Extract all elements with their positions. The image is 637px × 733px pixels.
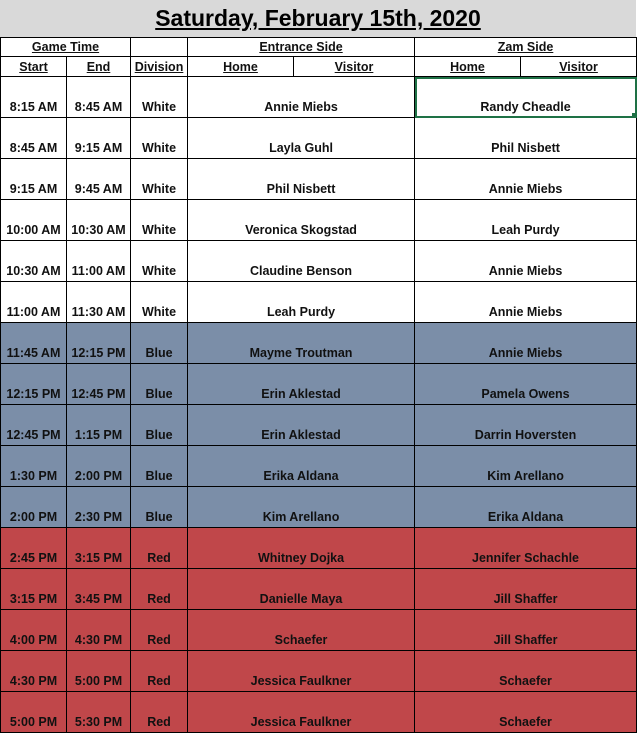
zam-side-cell[interactable]: Jill Shaffer	[415, 569, 637, 610]
header-start[interactable]: Start	[1, 57, 67, 77]
entrance-side-cell[interactable]: Jessica Faulkner	[188, 651, 415, 692]
start-cell[interactable]: 11:45 AM	[1, 323, 67, 364]
end-cell[interactable]: 2:00 PM	[67, 446, 131, 487]
division-cell[interactable]: Red	[131, 610, 188, 651]
zam-side-cell[interactable]: Annie Miebs	[415, 282, 637, 323]
end-cell[interactable]: 12:45 PM	[67, 364, 131, 405]
zam-side-cell[interactable]: Annie Miebs	[415, 323, 637, 364]
start-cell[interactable]: 9:15 AM	[1, 159, 67, 200]
division-cell[interactable]: Red	[131, 692, 188, 733]
entrance-side-cell[interactable]: Claudine Benson	[188, 241, 415, 282]
end-cell[interactable]: 5:00 PM	[67, 651, 131, 692]
zam-side-cell[interactable]: Schaefer	[415, 651, 637, 692]
header-entrance-home[interactable]: Home	[188, 57, 294, 77]
table-row	[1, 118, 637, 159]
zam-side-cell[interactable]: Kim Arellano	[415, 446, 637, 487]
division-cell[interactable]: Blue	[131, 364, 188, 405]
header-blank[interactable]	[131, 38, 188, 57]
entrance-side-cell[interactable]: Erin Aklestad	[188, 364, 415, 405]
end-cell[interactable]: 3:15 PM	[67, 528, 131, 569]
start-cell[interactable]: 12:45 PM	[1, 405, 67, 446]
end-cell[interactable]: 3:45 PM	[67, 569, 131, 610]
division-cell[interactable]: Red	[131, 569, 188, 610]
start-cell[interactable]: 1:30 PM	[1, 446, 67, 487]
zam-side-cell[interactable]: Jennifer Schachle	[415, 528, 637, 569]
table-row	[1, 528, 637, 569]
start-cell[interactable]: 3:15 PM	[1, 569, 67, 610]
start-cell[interactable]: 4:30 PM	[1, 651, 67, 692]
zam-side-cell[interactable]: Leah Purdy	[415, 200, 637, 241]
division-cell[interactable]: Blue	[131, 405, 188, 446]
division-cell[interactable]: White	[131, 282, 188, 323]
header-entrance-side[interactable]: Entrance Side	[188, 38, 415, 57]
division-cell[interactable]: Blue	[131, 487, 188, 528]
table-row	[1, 77, 637, 118]
division-cell[interactable]: White	[131, 77, 188, 118]
start-cell[interactable]: 11:00 AM	[1, 282, 67, 323]
header-game-time[interactable]: Game Time	[1, 38, 131, 57]
division-cell[interactable]: Blue	[131, 446, 188, 487]
schedule-rows	[1, 77, 637, 733]
zam-side-cell[interactable]: Annie Miebs	[415, 241, 637, 282]
entrance-side-cell[interactable]: Mayme Troutman	[188, 323, 415, 364]
table-row	[1, 487, 637, 528]
table-row	[1, 159, 637, 200]
header-zam-home[interactable]: Home	[415, 57, 521, 77]
entrance-side-cell[interactable]: Annie Miebs	[188, 77, 415, 118]
table-row	[1, 405, 637, 446]
zam-side-cell[interactable]: Pamela Owens	[415, 364, 637, 405]
table-row	[1, 323, 637, 364]
end-cell[interactable]: 11:30 AM	[67, 282, 131, 323]
end-cell[interactable]: 10:30 AM	[67, 200, 131, 241]
table-row	[1, 651, 637, 692]
table-row	[1, 569, 637, 610]
end-cell[interactable]: 5:30 PM	[67, 692, 131, 733]
table-row	[1, 364, 637, 405]
end-cell[interactable]: 8:45 AM	[67, 77, 131, 118]
entrance-side-cell[interactable]: Erin Aklestad	[188, 405, 415, 446]
entrance-side-cell[interactable]: Leah Purdy	[188, 282, 415, 323]
entrance-side-cell[interactable]: Schaefer	[188, 610, 415, 651]
division-cell[interactable]: Red	[131, 528, 188, 569]
entrance-side-cell[interactable]: Whitney Dojka	[188, 528, 415, 569]
start-cell[interactable]: 12:15 PM	[1, 364, 67, 405]
division-cell[interactable]: Red	[131, 651, 188, 692]
entrance-side-cell[interactable]: Jessica Faulkner	[188, 692, 415, 733]
table-row	[1, 282, 637, 323]
start-cell[interactable]: 10:00 AM	[1, 200, 67, 241]
header-entrance-visitor[interactable]: Visitor	[294, 57, 415, 77]
division-cell[interactable]: White	[131, 200, 188, 241]
start-cell[interactable]: 8:15 AM	[1, 77, 67, 118]
table-row	[1, 610, 637, 651]
zam-side-cell[interactable]: Annie Miebs	[415, 159, 637, 200]
end-cell[interactable]: 12:15 PM	[67, 323, 131, 364]
entrance-side-cell[interactable]: Layla Guhl	[188, 118, 415, 159]
zam-side-cell[interactable]: Phil Nisbett	[415, 118, 637, 159]
entrance-side-cell[interactable]: Veronica Skogstad	[188, 200, 415, 241]
start-cell[interactable]: 4:00 PM	[1, 610, 67, 651]
zam-side-cell[interactable]: Schaefer	[415, 692, 637, 733]
entrance-side-cell[interactable]: Phil Nisbett	[188, 159, 415, 200]
entrance-side-cell[interactable]: Kim Arellano	[188, 487, 415, 528]
zam-side-cell[interactable]: Jill Shaffer	[415, 610, 637, 651]
start-cell[interactable]: 2:45 PM	[1, 528, 67, 569]
division-cell[interactable]: White	[131, 118, 188, 159]
end-cell[interactable]: 4:30 PM	[67, 610, 131, 651]
start-cell[interactable]: 2:00 PM	[1, 487, 67, 528]
entrance-side-cell[interactable]: Danielle Maya	[188, 569, 415, 610]
end-cell[interactable]: 2:30 PM	[67, 487, 131, 528]
zam-side-cell[interactable]: Darrin Hoversten	[415, 405, 637, 446]
table-row	[1, 200, 637, 241]
page-title[interactable]: Saturday, February 15th, 2020	[0, 0, 636, 38]
zam-side-cell[interactable]: Erika Aldana	[415, 487, 637, 528]
entrance-side-cell[interactable]: Erika Aldana	[188, 446, 415, 487]
header-zam-side[interactable]: Zam Side	[415, 38, 637, 57]
header-division[interactable]: Division	[131, 57, 188, 77]
end-cell[interactable]: 9:15 AM	[67, 118, 131, 159]
start-cell[interactable]: 8:45 AM	[1, 118, 67, 159]
table-row	[1, 446, 637, 487]
start-cell[interactable]: 5:00 PM	[1, 692, 67, 733]
end-cell[interactable]: 11:00 AM	[67, 241, 131, 282]
end-cell[interactable]: 1:15 PM	[67, 405, 131, 446]
schedule-table	[0, 37, 637, 733]
zam-side-cell[interactable]: Randy Cheadle	[415, 77, 637, 118]
start-cell[interactable]: 10:30 AM	[1, 241, 67, 282]
header-end[interactable]: End	[67, 57, 131, 77]
table-row	[1, 692, 637, 733]
division-cell[interactable]: Blue	[131, 323, 188, 364]
division-cell[interactable]: White	[131, 241, 188, 282]
table-row	[1, 241, 637, 282]
end-cell[interactable]: 9:45 AM	[67, 159, 131, 200]
division-cell[interactable]: White	[131, 159, 188, 200]
header-zam-visitor[interactable]: Visitor	[521, 57, 637, 77]
